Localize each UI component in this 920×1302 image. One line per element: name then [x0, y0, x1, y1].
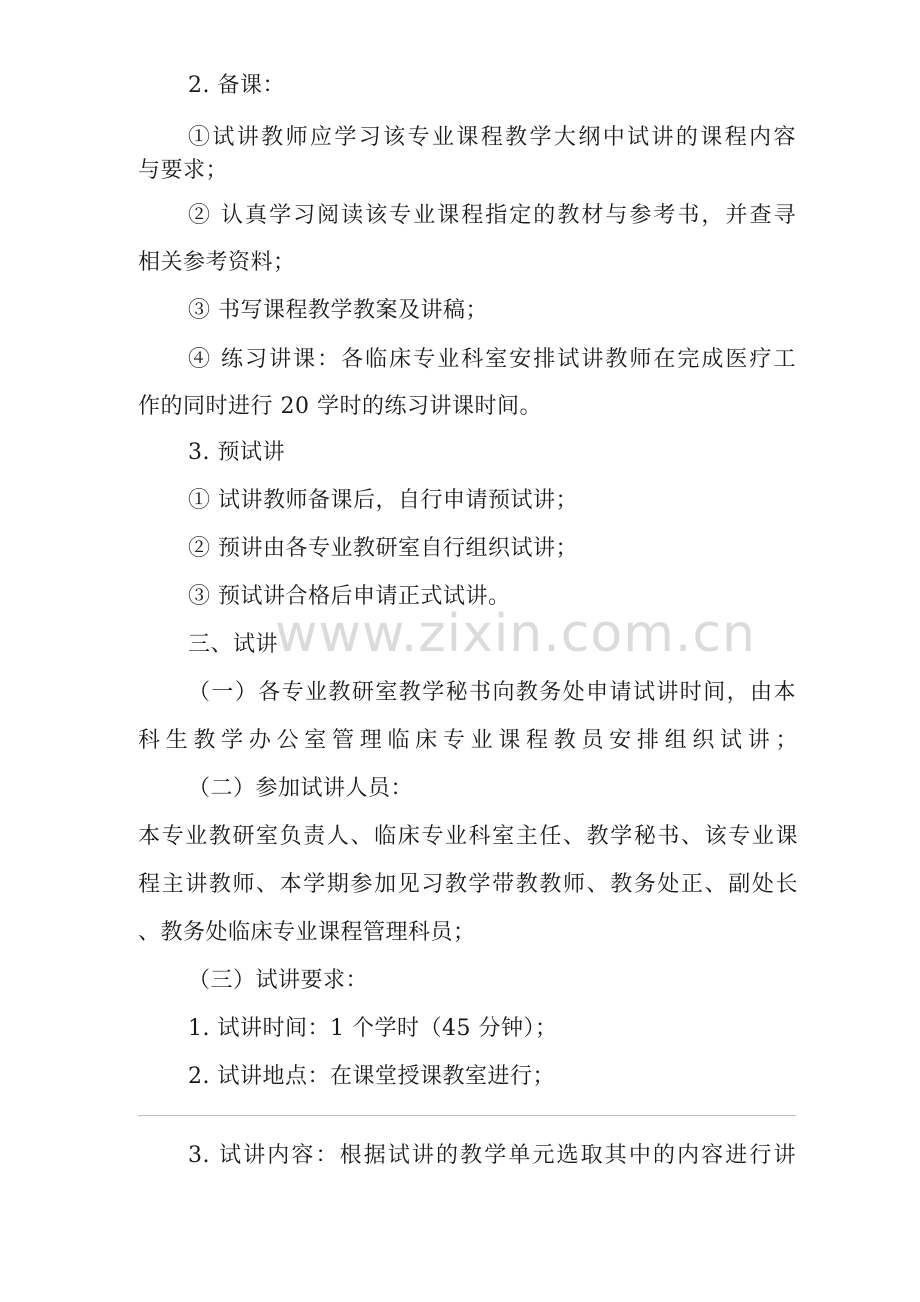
paragraph-line: 科生教学办公室管理临床专业课程教员安排组织试讲；: [138, 728, 798, 753]
paragraph-line: ③ 预试讲合格后申请正式试讲。: [188, 584, 511, 609]
section-heading-pre-lecture: 3. 预试讲: [188, 440, 285, 465]
watermark: www.zixin.com.cn: [275, 604, 756, 664]
list-item: 2. 试讲地点：在课堂授课教室进行；: [188, 1064, 555, 1089]
paragraph-line: ④ 练习讲课：各临床专业科室安排试讲教师在完成医疗工: [188, 347, 796, 372]
section-heading-lecture: 三、试讲: [188, 632, 279, 657]
paragraph-line: ①试讲教师应学习该专业课程教学大纲中试讲的课程内容: [188, 125, 796, 150]
paragraph-line: 相关参考资料；: [138, 250, 296, 275]
list-item: 1. 试讲时间：1 个学时（45 分钟）；: [188, 1016, 558, 1041]
paragraph-line: ② 认真学习阅读该专业课程指定的教材与参考书，并查寻: [188, 203, 796, 228]
paragraph-line: ① 试讲教师备课后，自行申请预试讲；: [188, 488, 578, 513]
paragraph-line: ③ 书写课程教学教案及讲稿；: [188, 298, 488, 323]
subsection-heading: （三）试讲要求：: [188, 968, 369, 993]
paragraph-line: 本专业教研室负责人、临床专业科室主任、教学秘书、该专业课: [138, 824, 798, 849]
paragraph-line: （一）各专业教研室教学秘书向教务处申请试讲时间，由本: [188, 680, 796, 705]
paragraph-line: 作的同时进行 20 学时的练习讲课时间。: [138, 394, 542, 419]
paragraph-line: 与要求；: [138, 158, 229, 183]
section-heading-prepare: 2. 备课：: [188, 73, 285, 98]
list-item: 3. 试讲内容：根据试讲的教学单元选取其中的内容进行讲: [188, 1143, 796, 1168]
paragraph-line: ② 预讲由各专业教研室自行组织试讲；: [188, 536, 578, 561]
paragraph-line: 、教务处临床专业课程管理科员；: [138, 920, 476, 945]
paragraph-line: 程主讲教师、本学期参加见习教学带教教师、教务处正、副处长: [138, 872, 798, 897]
subsection-heading: （二）参加试讲人员：: [188, 776, 414, 801]
page-divider: [138, 1115, 796, 1116]
